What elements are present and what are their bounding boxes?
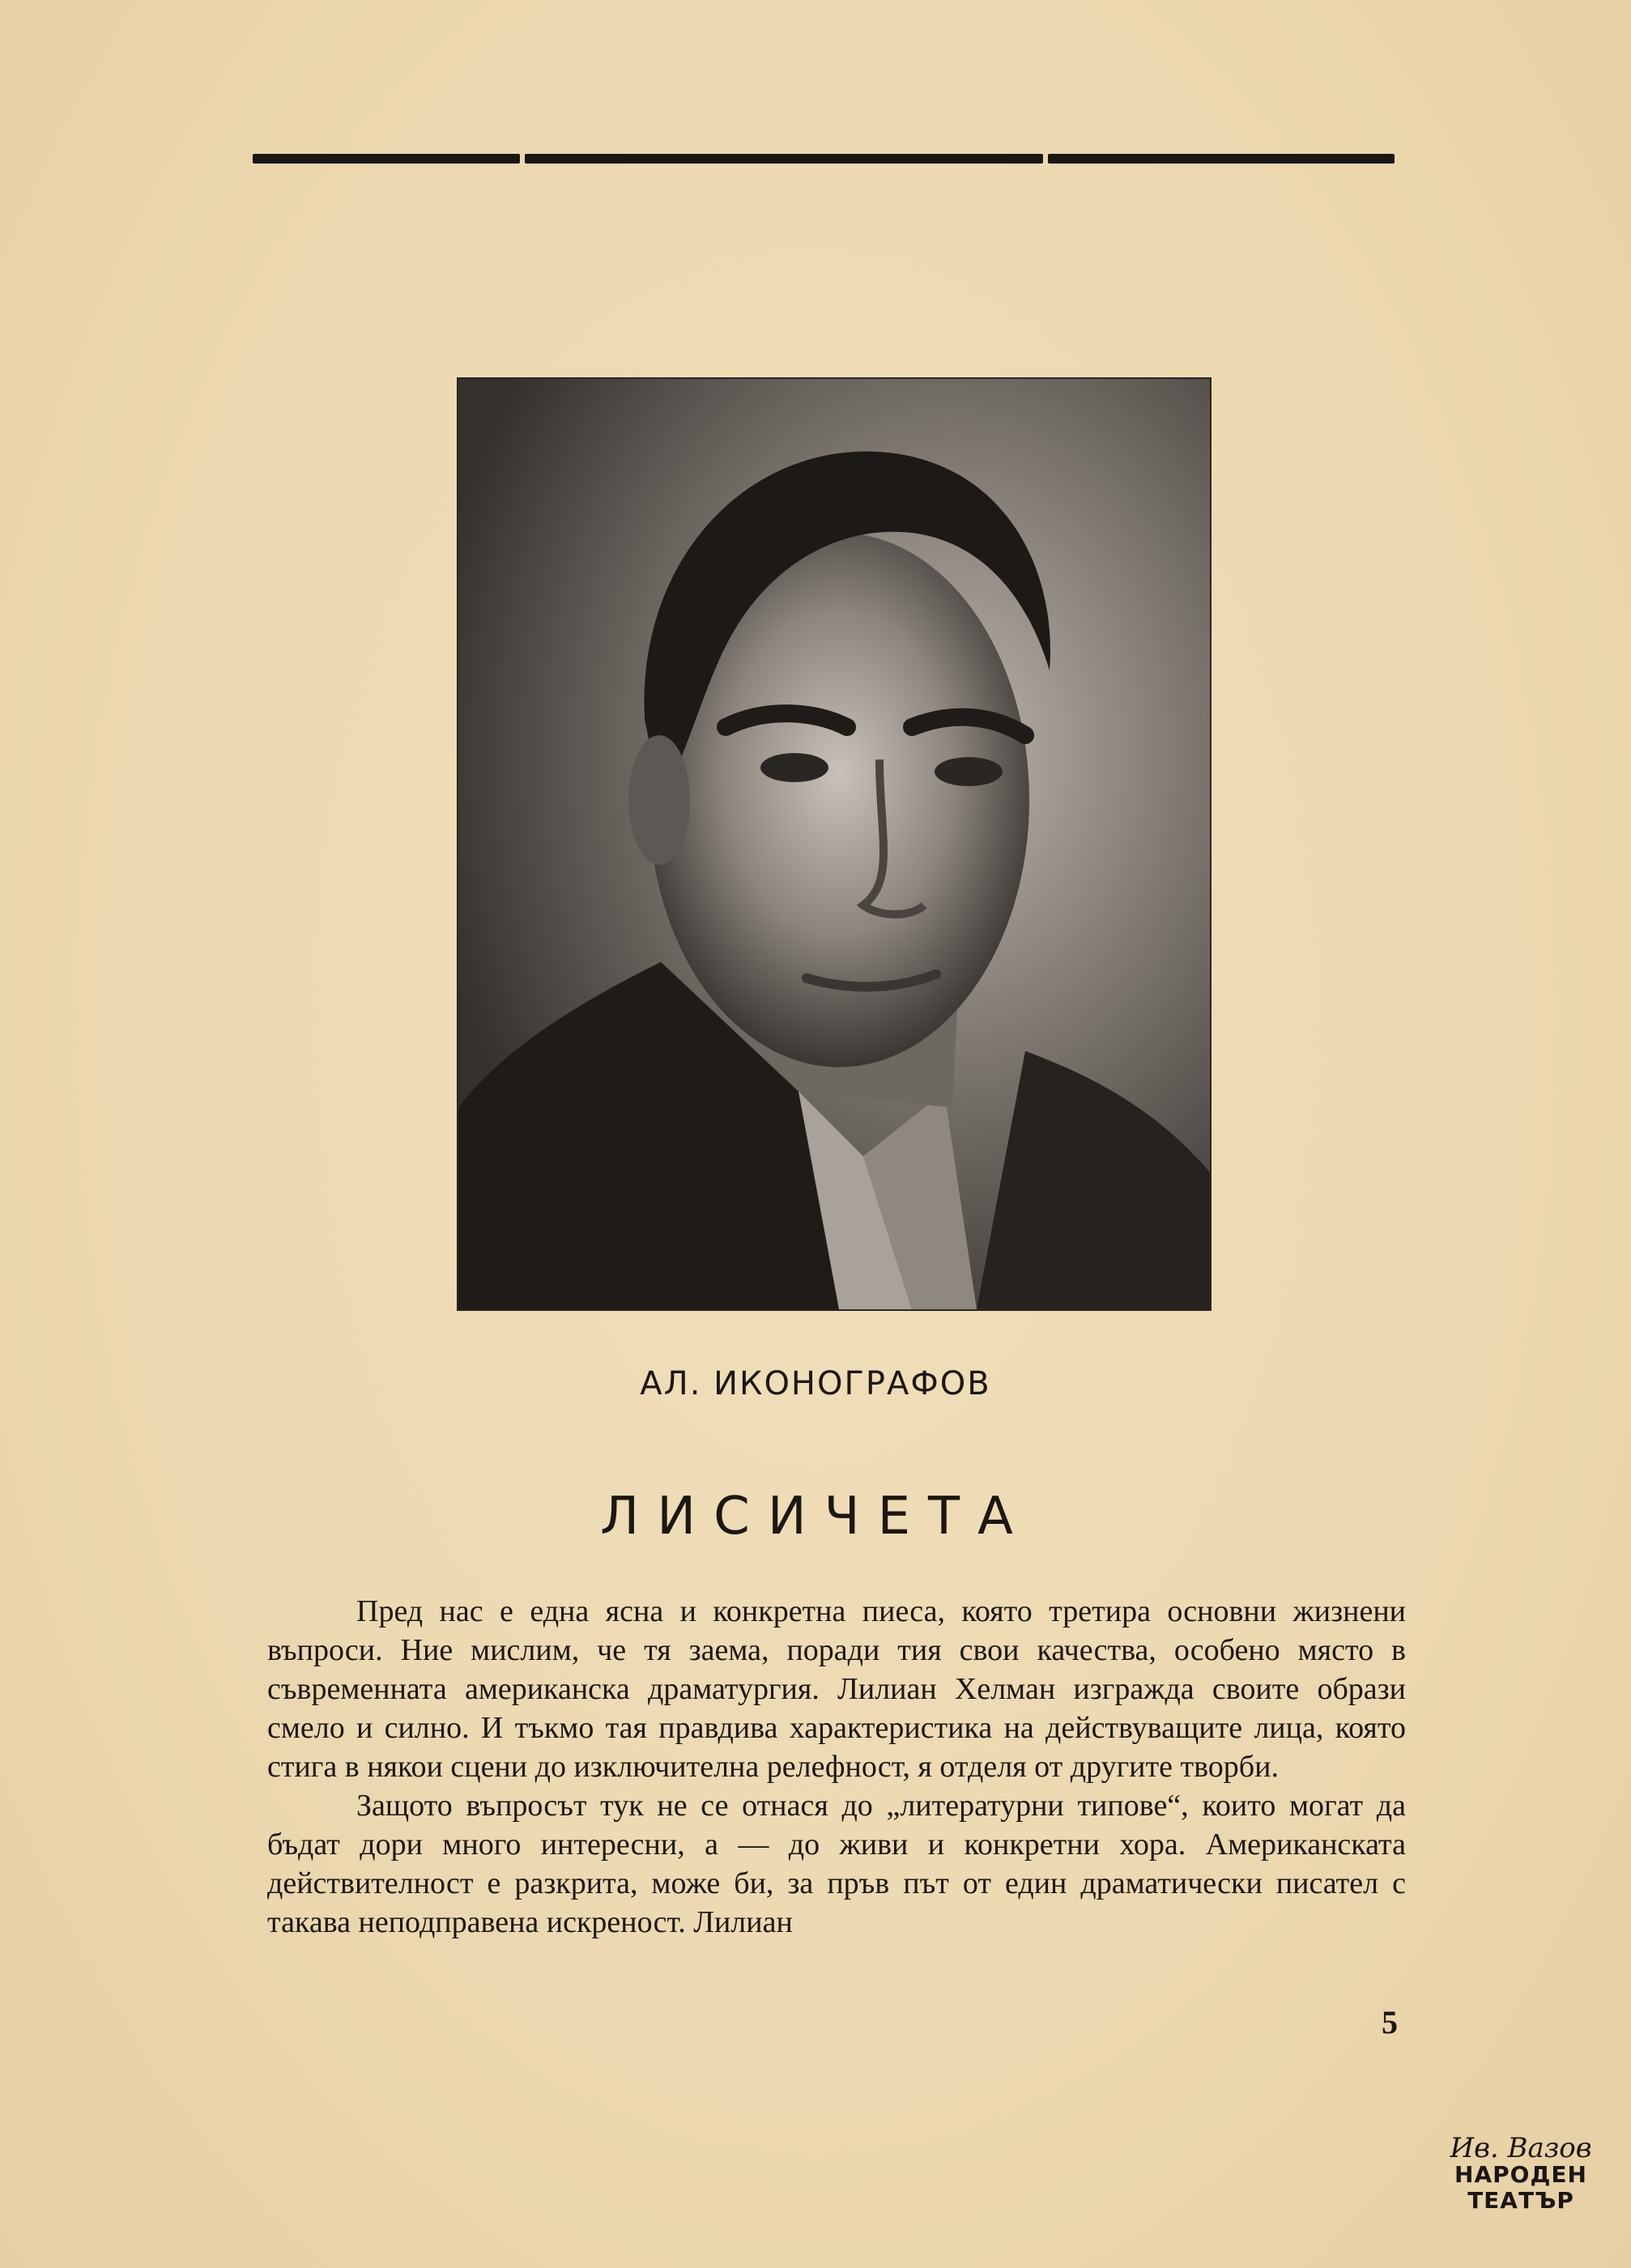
article-title: ЛИСИЧЕТА [600,1487,1031,1547]
logo-line-1: НАРОДЕН [1454,2161,1587,2188]
logo-line-2: ТЕАТЪР [1467,2187,1574,2214]
author-name: АЛ. ИКОНОГРАФОВ [640,1365,991,1402]
logo-signature: Ив. Вазов [1450,2132,1592,2164]
paragraph: Защото въпросът тук не се отнася до „литературни типове“, които могат да бъдат дори много интересни, а — до живи и конкретни хора. Американската действителност е разкрита, може би, за пръв път от един драматически писател с такава неподправена искреност. Лилиан [267,1789,1406,1939]
top-divider-rule [253,154,1395,164]
rule-segment [253,154,520,164]
paragraph: Пред нас е една ясна и конкретна пиеса, която третира основни жизнени въпроси. Ние мислим, че тя заема, поради тия свои качества, особено място в съвременната американска драматургия. Лилиан Хелман изгражда своите образи смело и силно. И тъкмо тая правдива характеристика на действуващите лица, която стига в някои сцени до изключителна релефност, я отделя от другите творби. [267,1594,1406,1784]
page-number: 5 [1382,2004,1398,2040]
rule-segment [525,154,1043,164]
author-portrait-photo [458,379,1210,1309]
national-theatre-logo [1448,2134,1594,2240]
rule-segment [1048,154,1395,164]
portrait-illustration [458,379,1210,1309]
article-body [267,1592,1406,1942]
